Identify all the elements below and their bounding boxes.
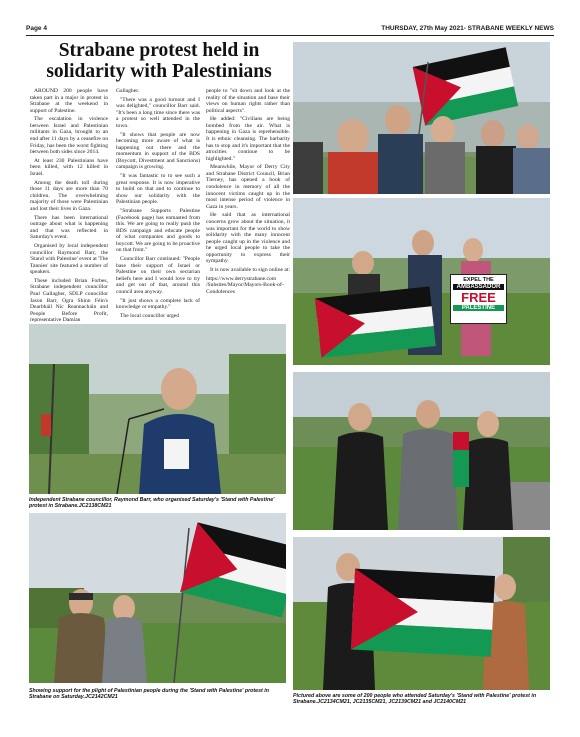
page-number: Page 4 [26, 25, 47, 32]
paragraph: "It shows that people are now becoming more aware of what is happening out there and the momentum in support of the BDS (Boycott, Divestment and Sanctions) campaign is growing. [116, 131, 200, 171]
paragraph: "It was fantastic to to see such a great response. It is now imperative to build on that and to continue to show our solidarity with the Palestinian people. [116, 173, 200, 206]
paragraph: AROUND 200 people have taken part in a major in protest in Strabane at the weekend in support of Palestine. [30, 88, 108, 114]
paragraph: https://www.derrystrabane.com /Subsites/Mayor/Mayors-Book-of-Condolences [206, 275, 284, 295]
paragraph: "There was a good turnout and I was delighted," councillor Barr said. "It's been a long time since there was a protest so well attended in the town. [116, 96, 200, 129]
paragraph: Meanwhile, Mayor of Derry City and Strabane District Council, Brian Tierney, has opened a book of condolence in memory of all the innocent victims caught up in the most intense period of violence in Gaza in years. [206, 164, 290, 210]
paragraph: Among the death toll during those 11 days are more than 70 children. The overwhelming majority of those were Palestinian and lost their lives in Gaza. [30, 179, 108, 212]
paragraph: He said that as international concerns grow about the situation, it was important for the world to show solidarity with the many innocent people caught up in the violence and he urged local people to take the opportunity to express their sympathy. [206, 212, 290, 265]
paragraph: Councillor Barr continued: "People base their support of Israel or Palestine on their own sectarian beliefs here and I would love to try and get out of that, around this council area anyway. [116, 256, 200, 295]
paragraph: Gallagher. [116, 88, 140, 94]
paragraph: It is now available to sign online at: [210, 266, 291, 273]
banner-line: PALESTINE [453, 305, 504, 311]
article-column-3 [206, 88, 290, 298]
article-column-1 [30, 88, 108, 326]
paragraph: He added: "Civilians are being bombed from the air. What is happening in Gaza is reprehensible. It is ethnic cleansing. The barbarity has to stop and it's important that the atrocities continue to be highlighted." [206, 116, 290, 162]
photo-crowd-flag [293, 42, 550, 194]
photo-group-banner [293, 198, 550, 365]
caption-plight: Showing support for the plight of Palestinian people during the 'Stand with Palestine' protest in Strabane on Saturday.JC2142CM21 [29, 688, 270, 701]
caption-pictured: Pictured above are some of 200 people who attended Saturday's 'Stand with Palestine' protest in Strabane.JC2134CM21, JC2135CM21, JC2139CM21 and JC2140CM21 [293, 693, 537, 706]
paragraph: people to "sit down and look at the reality of the situation and base their views on human rights rather than political aspects". [206, 88, 290, 114]
headline: Strabane protest held in solidarity with Palestinians [46, 40, 272, 82]
paragraph: These included Brian Forbes, Strabane independent councillor Paul Gallagher, SDLP councillor Jason Barr, Ogra Shinn Féin's Dearbháil Nic Reannacháin and People Before Profit, representative Damian [30, 277, 108, 324]
caption-barr: Independent Strabane councillor, Raymond Barr, who organised Saturday's 'Stand with Palestine' protest in Strabane.JC2138CM21 [29, 497, 275, 510]
banner-line: EXPEL THE [463, 277, 494, 283]
banner-line: FREE [461, 290, 496, 305]
paragraph: At least 230 Palestinians have been killed, with 12 killed in Israel. [30, 157, 108, 177]
photo-speaker [29, 324, 286, 494]
dateline: THURSDAY, 27th May 2021- STRABANE WEEKLY NEWS [381, 25, 554, 32]
paragraph: Organised by local independent councillor Raymond Barr, the 'Stand with Palestine' event at 'The Tannies' site featured a number of speakers. [30, 242, 108, 276]
photo-couple-flag [293, 537, 550, 690]
banner-line: AMBASSADOR [453, 284, 504, 290]
paragraph: "It just shows a complete lack of knowledge or empathy." [116, 297, 200, 311]
paragraph: The escalation in violence between Israel and Palestinian militants in Gaza, brought to an end after 11 days by a ceasefire on Friday, has been the worst fighting between both sides since 2014. [30, 116, 108, 156]
paragraph: There has been international outrage about what is happening and that was reflected in Saturday's event. [30, 214, 108, 241]
article-column-2 [116, 88, 200, 322]
paragraph: The local councillor urged [120, 312, 180, 319]
page-header [26, 24, 554, 36]
paragraph: "Strabane Supports Palestine (Facebook page) has enmasted from this. We are going to really push the BDS campaign and educate people of what companies and goods to boycott. We are going to be proactive on that front." [116, 208, 200, 254]
protest-banner [450, 274, 507, 324]
photo-two-men [29, 513, 286, 683]
photo-trio-flag [293, 372, 550, 530]
